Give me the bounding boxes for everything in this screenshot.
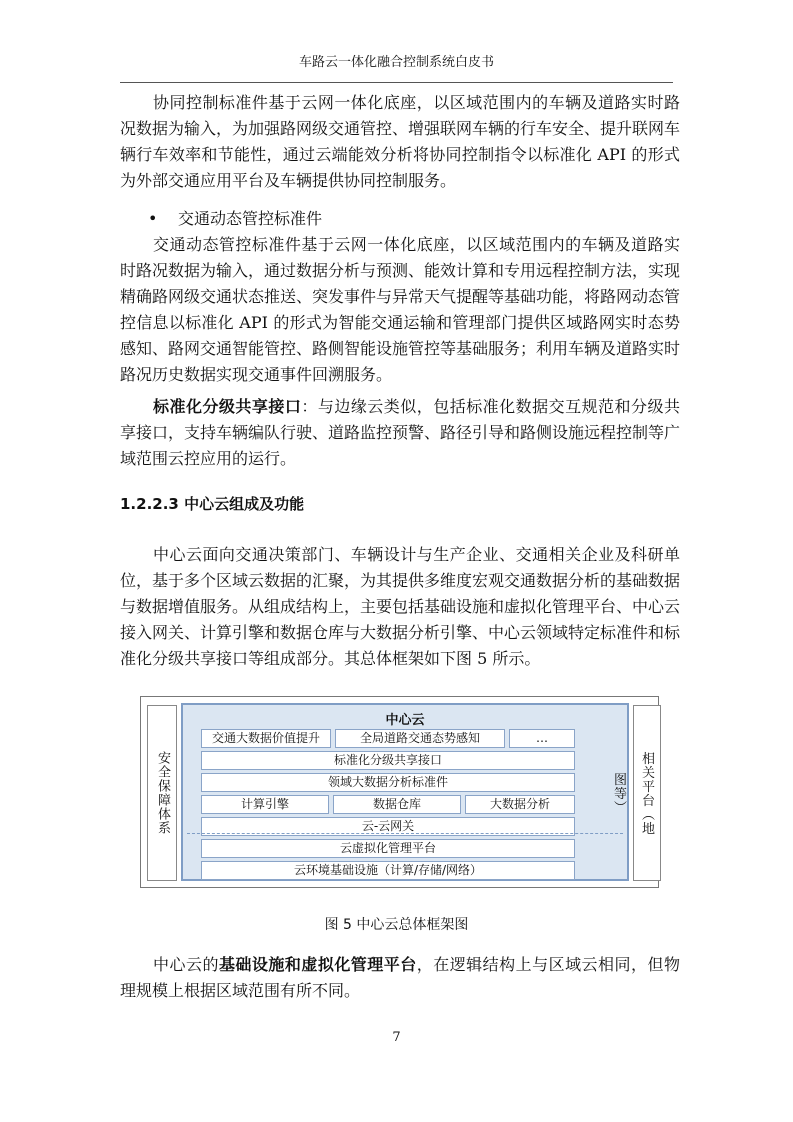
paragraph-traffic-dynamic-control: 交通动态管控标准件基于云网一体化底座，以区域范围内的车辆及道路实时路况数据为输入，通过数据分析与预测、能效计算和专用远程控制方法，实现精确路网级交通状态推送、突发事件与异常天气提醒等基础功能，将路网动态管控信息以标准化 API 的形式为智能交通运输和管理部门提供区域路网实时态势感知、路网交通智能管控、路侧智能设施管控等基础服务；利用车辆及道路实时路况历史数据实现交通事件回溯服务。 (120, 235, 681, 384)
running-header: 车路云一体化融合控制系统白皮书 (120, 52, 673, 83)
section-heading: 1.2.2.3 中心云组成及功能 (120, 495, 305, 513)
box-traffic-big-data-value: 交通大数据价值提升 (201, 729, 331, 748)
box-global-traffic-awareness: 全局道路交通态势感知 (335, 729, 505, 748)
center-cloud-framework-diagram (140, 696, 659, 888)
page-number: 7 (392, 1030, 401, 1045)
term-shared-interface: 标准化分级共享接口 (153, 397, 302, 416)
paragraph-shared-interface (120, 394, 680, 472)
paragraph-center-cloud-intro: 中心云面向交通决策部门、车辆设计与生产企业、交通相关企业及科研单位，基于多个区域云数据的汇聚，为其提供多维度宏观交通数据分析的基础数据与数据增值服务。从组成结构上，主要包括基础设施和虚拟化管理平台、中心云接入网关、计算引擎和数据仓库与大数据分析引擎、中心云领域特定标准件和标准化分级共享接口等组成部分。其总体框架如下图 5 所示。 (120, 545, 681, 668)
infrastructure-prefix: 中心云的 (153, 955, 219, 974)
box-compute-engine: 计算引擎 (201, 795, 329, 814)
bullet-text: 交通动态管控标准件 (178, 209, 323, 228)
box-domain-big-data-component: 领域大数据分析标准件 (201, 773, 575, 792)
shared-interface-description: ：与边缘云类似，包括标准化数据交互规范和分级共享接口，支持车辆编队行驶、道路监控预警、路径引导和路侧设施远程控制等广域范围云控应用的运行。 (120, 397, 681, 468)
bullet-icon: • (148, 209, 158, 228)
paragraph-infrastructure (120, 952, 680, 1004)
center-cloud-panel (181, 703, 629, 881)
related-platforms-panel (611, 705, 661, 881)
paragraph-coordinated-control: 协同控制标准件基于云网一体化底座，以区域范围内的车辆及道路实时路况数据为输入，为加强路网级交通管控、增强联网车辆的行车安全、提升联网车辆行车效率和节能性，通过云端能效分析将协同控制指令以标准化 API 的形式为外部交通应用平台及车辆提供协同控制服务。 (120, 93, 681, 190)
term-infrastructure-platform: 基础设施和虚拟化管理平台 (218, 955, 417, 974)
box-cloud-gateway: 云-云网关 (201, 817, 575, 836)
box-infrastructure: 云环境基础设施（计算/存储/网络） (201, 861, 575, 880)
related-platforms-label: 相关平台︵地图等︶ (611, 751, 654, 835)
box-data-warehouse: 数据仓库 (333, 795, 461, 814)
bullet-item-traffic-dynamic-control (148, 206, 322, 232)
box-standard-shared-interface: 标准化分级共享接口 (201, 751, 575, 770)
security-system-panel (147, 705, 177, 881)
box-virtualization-platform: 云虚拟化管理平台 (201, 839, 575, 858)
box-ellipsis: … (509, 729, 575, 748)
security-system-label: 安全保障体系 (155, 751, 170, 835)
infrastructure-description: ，在逻辑结构上与区域云相同，但物理规模上根据区域范围有所不同。 (120, 955, 680, 1000)
box-big-data-analysis: 大数据分析 (465, 795, 575, 814)
layer-divider (187, 833, 623, 834)
figure-caption: 图 5 中心云总体框架图 (324, 917, 469, 933)
center-cloud-title: 中心云 (385, 713, 425, 728)
